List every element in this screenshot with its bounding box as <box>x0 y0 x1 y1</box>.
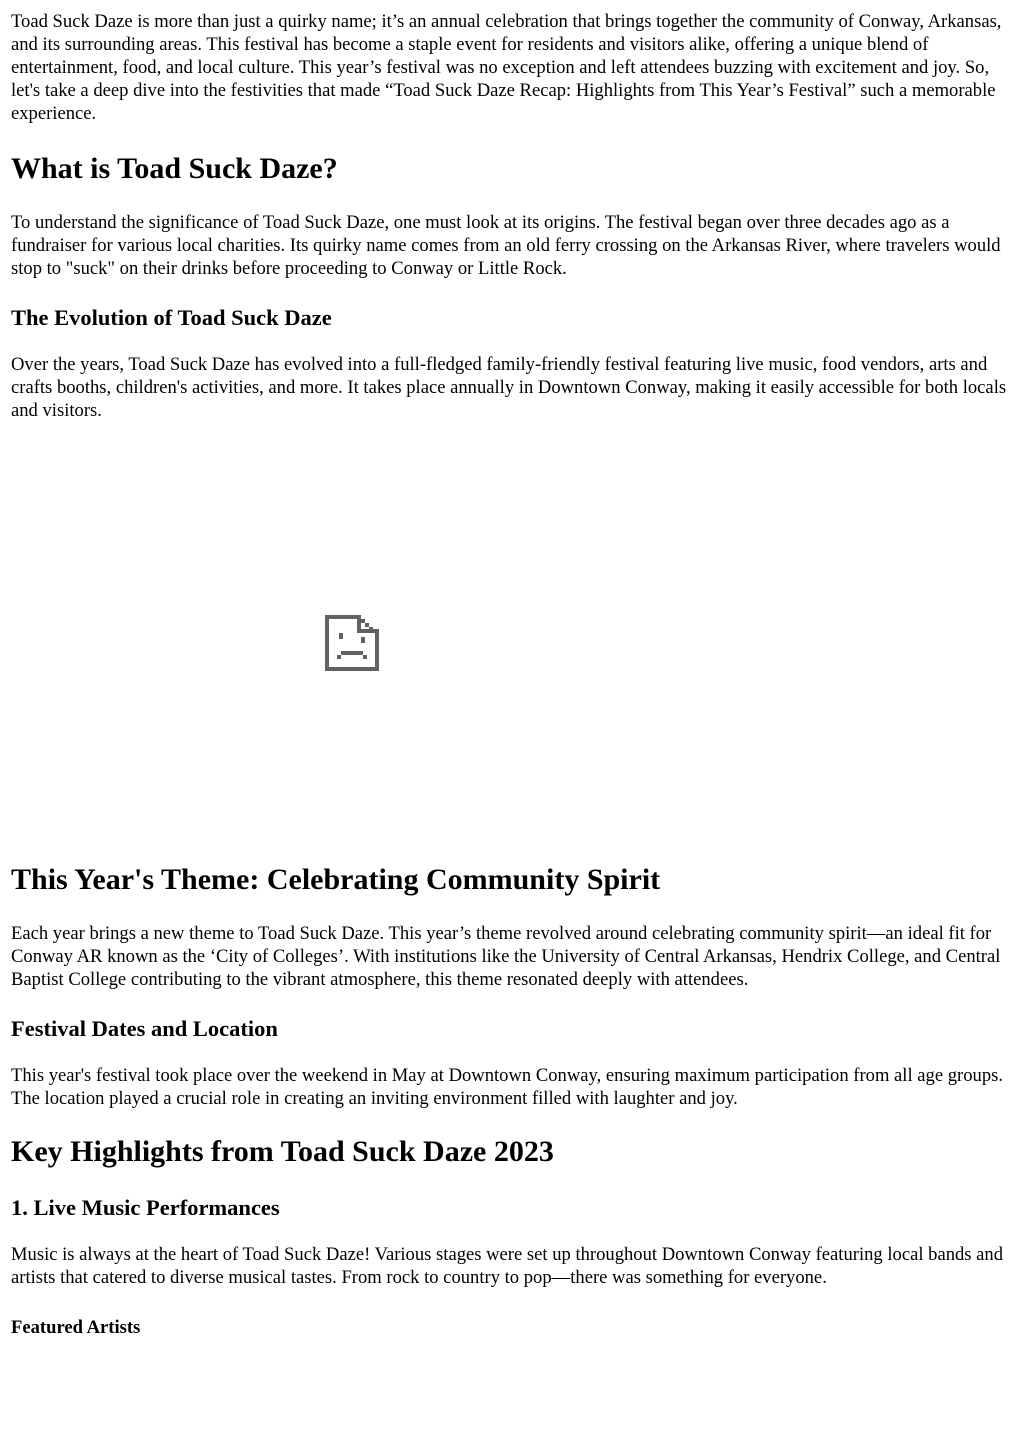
subheading-live-music: 1. Live Music Performances <box>11 1195 280 1220</box>
section-heading-theme: This Year's Theme: Celebrating Community Spirit <box>11 863 661 896</box>
dates-location-paragraph: This year's festival took place over the weekend in May at Downtown Conway, ensuring maximum participation from all age groups. The location played a crucial role in creating an inviting environment filled with laughter and joy. <box>11 1065 1004 1109</box>
subheading-evolution: The Evolution of Toad Suck Daze <box>11 305 332 330</box>
subheading-dates-location: Festival Dates and Location <box>11 1016 278 1041</box>
section-heading-highlights: Key Highlights from Toad Suck Daze 2023 <box>11 1135 554 1168</box>
intro-paragraph: Toad Suck Daze is more than just a quirky name; it’s an annual celebration that brings together the community of Conway, Arkansas, and its surrounding areas. This festival has become a staple event for residents and visitors alike, offering a unique blend of entertainment, food, and local culture. This year’s festival was no exception and left attendees buzzing with excitement and joy. So, let's take a deep dive into the festivities that made “Toad Suck Daze Recap: Highlights from This Year’s Festival” such a memorable experience. <box>11 11 1002 124</box>
article <box>0 10 1024 1339</box>
evolution-paragraph: Over the years, Toad Suck Daze has evolved into a full-fledged family-friendly festival featuring live music, food vendors, arts and crafts booths, children's activities, and more. It takes place annually in Downtown Conway, making it easily accessible for both locals and visitors. <box>11 354 1007 421</box>
what-is-paragraph: To understand the significance of Toad Suck Daze, one must look at its origins. The festival began over three decades ago as a fundraiser for various local charities. Its quirky name comes from an old ferry crossing on the Arkansas River, where travelers would stop to "suck" on their drinks before proceeding to Conway or Little Rock. <box>11 212 1001 279</box>
theme-paragraph: Each year brings a new theme to Toad Suck Daze. This year’s theme revolved around celebrating community spirit—an ideal fit for Conway AR known as the ‘City of Colleges’. With institutions like the University of Central Arkansas, Hendrix College, and Central Baptist College contributing to the vibrant atmosphere, this theme resonated deeply with attendees. <box>11 923 1001 990</box>
subheading-featured-artists: Featured Artists <box>11 1317 141 1338</box>
live-music-paragraph: Music is always at the heart of Toad Suck Daze! Various stages were set up throughout Downtown Conway featuring local bands and artists that catered to diverse musical tastes. From rock to country to pop—there was something for everyone. <box>11 1244 1004 1288</box>
section-heading-what-is: What is Toad Suck Daze? <box>11 152 338 185</box>
embedded-frame[interactable] <box>11 422 1013 838</box>
broken-page-icon <box>325 615 379 671</box>
